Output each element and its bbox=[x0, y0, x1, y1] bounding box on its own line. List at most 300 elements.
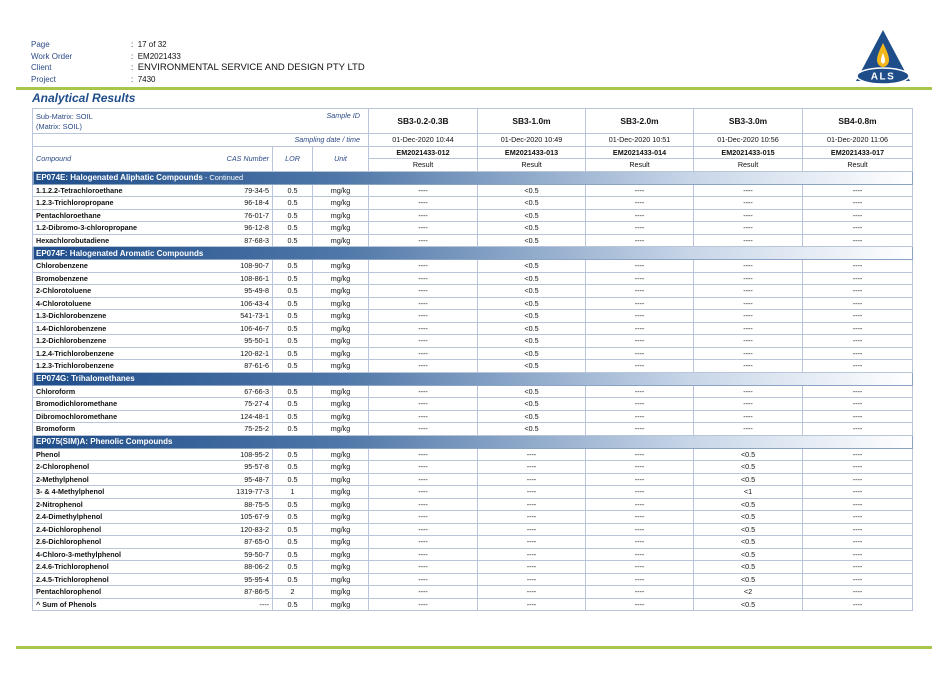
result-value: ---- bbox=[803, 573, 913, 586]
result-value: <2 bbox=[694, 586, 803, 599]
result-value: ---- bbox=[478, 573, 586, 586]
section-title-text: EP075(SIM)A: Phenolic Compounds bbox=[36, 437, 173, 446]
result-value: ---- bbox=[803, 347, 913, 360]
compound-name: 1.2.3-Trichlorobenzene bbox=[33, 360, 223, 373]
result-value: ---- bbox=[586, 347, 694, 360]
result-value: ---- bbox=[369, 272, 478, 285]
sample-id: SB3-3.0m bbox=[694, 109, 803, 134]
result-value: ---- bbox=[694, 209, 803, 222]
section-title bbox=[33, 435, 913, 448]
result-value: ---- bbox=[586, 561, 694, 574]
section-header-row bbox=[33, 372, 913, 385]
lor-value: 0.5 bbox=[273, 473, 313, 486]
table-row bbox=[33, 461, 913, 474]
cas-number: 106-46-7 bbox=[223, 322, 273, 335]
compound-name: 1.4-Dichlorobenzene bbox=[33, 322, 223, 335]
compound-header: Compound bbox=[33, 146, 223, 171]
unit-value: mg/kg bbox=[313, 498, 369, 511]
result-value: ---- bbox=[369, 423, 478, 436]
section-header-row bbox=[33, 171, 913, 184]
compound-name: 2.4-Dimethylphenol bbox=[33, 511, 223, 524]
result-value: ---- bbox=[369, 222, 478, 235]
header-page-row bbox=[31, 39, 365, 51]
table-row bbox=[33, 297, 913, 310]
table-row bbox=[33, 234, 913, 247]
result-value: ---- bbox=[369, 398, 478, 411]
result-value: ---- bbox=[369, 347, 478, 360]
result-value: ---- bbox=[586, 586, 694, 599]
result-label: Result bbox=[803, 159, 913, 172]
lor-value: 0.5 bbox=[273, 398, 313, 411]
cas-number: 541-73-1 bbox=[223, 310, 273, 323]
cas-number: 75-25-2 bbox=[223, 423, 273, 436]
lor-value: 0.5 bbox=[273, 423, 313, 436]
section-note: - Continued bbox=[202, 173, 244, 182]
lor-value: 0.5 bbox=[273, 285, 313, 298]
result-value: ---- bbox=[803, 498, 913, 511]
result-value: ---- bbox=[803, 209, 913, 222]
result-value: <0.5 bbox=[478, 184, 586, 197]
result-label: Result bbox=[478, 159, 586, 172]
result-value: ---- bbox=[803, 222, 913, 235]
sampling-date-label: Sampling date / time bbox=[33, 134, 369, 147]
cas-number: 96-18-4 bbox=[223, 197, 273, 210]
table-row bbox=[33, 473, 913, 486]
compound-name: 2.6-Dichlorophenol bbox=[33, 536, 223, 549]
result-value: ---- bbox=[369, 511, 478, 524]
compound-name: Hexachlorobutadiene bbox=[33, 234, 223, 247]
cas-number: 108-86-1 bbox=[223, 272, 273, 285]
table-row bbox=[33, 347, 913, 360]
cas-number: 124-48-1 bbox=[223, 410, 273, 423]
result-value: <0.5 bbox=[478, 222, 586, 235]
result-value: ---- bbox=[586, 222, 694, 235]
lor-value: 0.5 bbox=[273, 548, 313, 561]
lor-value: 0.5 bbox=[273, 184, 313, 197]
sample-code: EM2021433-013 bbox=[478, 146, 586, 159]
section-title bbox=[33, 171, 913, 184]
section-title-text: EP074F: Halogenated Aromatic Compounds bbox=[36, 248, 204, 258]
result-value: ---- bbox=[369, 197, 478, 210]
result-value: ---- bbox=[803, 410, 913, 423]
result-value: ---- bbox=[803, 398, 913, 411]
compound-name: 2-Methylphenol bbox=[33, 473, 223, 486]
lor-value: 0.5 bbox=[273, 322, 313, 335]
logo-text: ALS bbox=[870, 71, 896, 83]
compound-name: 2-Chlorotoluene bbox=[33, 285, 223, 298]
cas-number: 87-86-5 bbox=[223, 586, 273, 599]
lor-value: 0.5 bbox=[273, 297, 313, 310]
section-title bbox=[33, 247, 913, 260]
lor-value: 0.5 bbox=[273, 260, 313, 273]
compound-name: 2.4.5-Trichlorophenol bbox=[33, 573, 223, 586]
table-row bbox=[33, 310, 913, 323]
section-title-text: EP074G: Trihalomethanes bbox=[36, 374, 135, 383]
result-value: <0.5 bbox=[694, 511, 803, 524]
table-row bbox=[33, 448, 913, 461]
sample-id-label: Sample ID bbox=[326, 111, 360, 120]
result-value: ---- bbox=[803, 272, 913, 285]
table-row bbox=[33, 398, 913, 411]
result-value: ---- bbox=[586, 423, 694, 436]
unit-value: mg/kg bbox=[313, 209, 369, 222]
result-value: ---- bbox=[369, 498, 478, 511]
matrix-cell bbox=[33, 109, 369, 134]
page-number: 17 of 32 bbox=[137, 40, 167, 49]
result-value: ---- bbox=[369, 297, 478, 310]
result-value: ---- bbox=[803, 297, 913, 310]
result-value: ---- bbox=[369, 561, 478, 574]
sampling-date: 01-Dec-2020 10:44 bbox=[369, 134, 478, 147]
lor-value: 1 bbox=[273, 486, 313, 499]
lor-value: 2 bbox=[273, 586, 313, 599]
cas-number: 87-68-3 bbox=[223, 234, 273, 247]
compound-name: ^ Sum of Phenols bbox=[33, 598, 223, 611]
section-header-row bbox=[33, 247, 913, 260]
results-body bbox=[33, 109, 913, 611]
lor-value: 0.5 bbox=[273, 385, 313, 398]
cas-number: ---- bbox=[223, 598, 273, 611]
cas-number: 95-50-1 bbox=[223, 335, 273, 348]
unit-value: mg/kg bbox=[313, 260, 369, 273]
result-value: ---- bbox=[369, 310, 478, 323]
result-value: ---- bbox=[478, 461, 586, 474]
lor-value: 0.5 bbox=[273, 523, 313, 536]
section-header-row bbox=[33, 435, 913, 448]
result-value: ---- bbox=[694, 260, 803, 273]
cas-number: 120-82-1 bbox=[223, 347, 273, 360]
table-row bbox=[33, 222, 913, 235]
result-value: ---- bbox=[369, 523, 478, 536]
table-row bbox=[33, 586, 913, 599]
table-row bbox=[33, 385, 913, 398]
report-header bbox=[31, 39, 365, 85]
result-value: <0.5 bbox=[478, 335, 586, 348]
lor-value: 0.5 bbox=[273, 347, 313, 360]
compound-name: Chloroform bbox=[33, 385, 223, 398]
header-client-row bbox=[31, 62, 365, 74]
result-value: ---- bbox=[586, 461, 694, 474]
result-value: ---- bbox=[694, 322, 803, 335]
cas-number: 95-48-7 bbox=[223, 473, 273, 486]
result-value: ---- bbox=[694, 423, 803, 436]
result-value: <0.5 bbox=[478, 234, 586, 247]
result-value: ---- bbox=[369, 322, 478, 335]
result-value: ---- bbox=[586, 448, 694, 461]
result-value: <0.5 bbox=[478, 398, 586, 411]
result-value: <0.5 bbox=[694, 561, 803, 574]
result-value: <0.5 bbox=[478, 423, 586, 436]
result-value: ---- bbox=[478, 498, 586, 511]
compound-name: 3- & 4-Methylphenol bbox=[33, 486, 223, 499]
sample-id: SB3-0.2-0.3B bbox=[369, 109, 478, 134]
cas-number: 88-75-5 bbox=[223, 498, 273, 511]
unit-value: mg/kg bbox=[313, 310, 369, 323]
cas-number: 87-61-6 bbox=[223, 360, 273, 373]
result-value: ---- bbox=[694, 272, 803, 285]
result-value: <0.5 bbox=[478, 285, 586, 298]
lor-value: 0.5 bbox=[273, 410, 313, 423]
cas-number: 96-12-8 bbox=[223, 222, 273, 235]
compound-name: 2-Chlorophenol bbox=[33, 461, 223, 474]
result-value: ---- bbox=[586, 272, 694, 285]
cas-number: 1319-77-3 bbox=[223, 486, 273, 499]
result-value: <0.5 bbox=[694, 573, 803, 586]
unit-value: mg/kg bbox=[313, 297, 369, 310]
table-row bbox=[33, 536, 913, 549]
result-value: ---- bbox=[694, 297, 803, 310]
result-value: ---- bbox=[586, 511, 694, 524]
result-value: ---- bbox=[803, 197, 913, 210]
result-value: <0.5 bbox=[478, 385, 586, 398]
results-table bbox=[32, 108, 913, 611]
result-value: <0.5 bbox=[694, 598, 803, 611]
lor-value: 0.5 bbox=[273, 234, 313, 247]
section-title bbox=[33, 372, 913, 385]
result-value: ---- bbox=[586, 410, 694, 423]
unit-value: mg/kg bbox=[313, 285, 369, 298]
result-value: ---- bbox=[694, 347, 803, 360]
result-value: ---- bbox=[586, 209, 694, 222]
header-separator: : bbox=[131, 51, 134, 61]
sample-code: EM2021433-015 bbox=[694, 146, 803, 159]
result-value: ---- bbox=[369, 260, 478, 273]
result-value: ---- bbox=[369, 573, 478, 586]
header-divider bbox=[16, 87, 932, 90]
header-project-row bbox=[31, 74, 365, 86]
sampling-date: 01-Dec-2020 10:49 bbox=[478, 134, 586, 147]
result-value: ---- bbox=[803, 486, 913, 499]
lor-value: 0.5 bbox=[273, 310, 313, 323]
lor-value: 0.5 bbox=[273, 222, 313, 235]
result-value: ---- bbox=[694, 385, 803, 398]
result-value: ---- bbox=[586, 498, 694, 511]
result-value: ---- bbox=[803, 360, 913, 373]
result-value: ---- bbox=[369, 473, 478, 486]
cas-number: 75-27-4 bbox=[223, 398, 273, 411]
unit-value: mg/kg bbox=[313, 523, 369, 536]
result-value: <0.5 bbox=[478, 272, 586, 285]
result-value: ---- bbox=[586, 573, 694, 586]
unit-value: mg/kg bbox=[313, 573, 369, 586]
table-row bbox=[33, 598, 913, 611]
unit-value: mg/kg bbox=[313, 184, 369, 197]
cas-number: 88-06-2 bbox=[223, 561, 273, 574]
table-row bbox=[33, 423, 913, 436]
result-value: ---- bbox=[478, 448, 586, 461]
result-value: ---- bbox=[478, 486, 586, 499]
page-title: Analytical Results bbox=[32, 91, 136, 105]
result-value: ---- bbox=[803, 461, 913, 474]
result-value: ---- bbox=[586, 310, 694, 323]
result-value: ---- bbox=[586, 523, 694, 536]
table-row bbox=[33, 197, 913, 210]
result-value: ---- bbox=[694, 410, 803, 423]
lor-header: LOR bbox=[273, 146, 313, 171]
unit-value: mg/kg bbox=[313, 322, 369, 335]
result-value: <0.5 bbox=[478, 209, 586, 222]
lor-value: 0.5 bbox=[273, 209, 313, 222]
header-separator: : bbox=[131, 74, 134, 84]
cas-number: 108-90-7 bbox=[223, 260, 273, 273]
unit-value: mg/kg bbox=[313, 234, 369, 247]
compound-name: 2.4-Dichlorophenol bbox=[33, 523, 223, 536]
cas-number: 106-43-4 bbox=[223, 297, 273, 310]
result-value: ---- bbox=[369, 184, 478, 197]
result-value: ---- bbox=[478, 548, 586, 561]
matrix-label: (Matrix: SOIL) bbox=[36, 121, 82, 131]
result-value: ---- bbox=[803, 548, 913, 561]
result-value: <0.5 bbox=[694, 448, 803, 461]
compound-name: Bromoform bbox=[33, 423, 223, 436]
table-row bbox=[33, 486, 913, 499]
header-separator: : bbox=[131, 40, 134, 49]
result-value: ---- bbox=[369, 285, 478, 298]
lor-value: 0.5 bbox=[273, 272, 313, 285]
result-value: <0.5 bbox=[478, 347, 586, 360]
result-value: ---- bbox=[369, 209, 478, 222]
unit-value: mg/kg bbox=[313, 511, 369, 524]
table-row bbox=[33, 360, 913, 373]
cas-number: 87-65-0 bbox=[223, 536, 273, 549]
table-row bbox=[33, 335, 913, 348]
sample-id: SB3-1.0m bbox=[478, 109, 586, 134]
result-value: <0.5 bbox=[694, 548, 803, 561]
result-value: ---- bbox=[586, 234, 694, 247]
result-value: ---- bbox=[803, 260, 913, 273]
result-value: ---- bbox=[803, 335, 913, 348]
result-value: <0.5 bbox=[694, 473, 803, 486]
lor-value: 0.5 bbox=[273, 498, 313, 511]
compound-name: 2-Nitrophenol bbox=[33, 498, 223, 511]
result-value: ---- bbox=[803, 561, 913, 574]
compound-name: 1.2-Dibromo-3-chloropropane bbox=[33, 222, 223, 235]
result-value: <1 bbox=[694, 486, 803, 499]
lor-value: 0.5 bbox=[273, 448, 313, 461]
sample-id: SB3-2.0m bbox=[586, 109, 694, 134]
lor-value: 0.5 bbox=[273, 461, 313, 474]
result-value: ---- bbox=[694, 234, 803, 247]
result-value: ---- bbox=[694, 184, 803, 197]
lor-value: 0.5 bbox=[273, 197, 313, 210]
table-row bbox=[33, 322, 913, 335]
result-value: ---- bbox=[694, 197, 803, 210]
table-row bbox=[33, 410, 913, 423]
client-label: Client bbox=[31, 63, 52, 72]
result-label: Result bbox=[694, 159, 803, 172]
unit-value: mg/kg bbox=[313, 586, 369, 599]
sampling-date: 01-Dec-2020 10:51 bbox=[586, 134, 694, 147]
result-value: ---- bbox=[586, 335, 694, 348]
lor-value: 0.5 bbox=[273, 561, 313, 574]
result-value: <0.5 bbox=[478, 310, 586, 323]
result-value: ---- bbox=[803, 385, 913, 398]
result-value: ---- bbox=[803, 523, 913, 536]
result-value: ---- bbox=[694, 335, 803, 348]
unit-value: mg/kg bbox=[313, 398, 369, 411]
cas-number: 67-66-3 bbox=[223, 385, 273, 398]
cas-number: 95-49-8 bbox=[223, 285, 273, 298]
result-value: ---- bbox=[478, 523, 586, 536]
result-value: ---- bbox=[803, 310, 913, 323]
result-value: ---- bbox=[478, 511, 586, 524]
result-value: ---- bbox=[478, 561, 586, 574]
result-value: <0.5 bbox=[694, 523, 803, 536]
result-value: ---- bbox=[803, 322, 913, 335]
result-value: ---- bbox=[478, 586, 586, 599]
result-value: ---- bbox=[803, 536, 913, 549]
compound-name: 1.2.3-Trichloropropane bbox=[33, 197, 223, 210]
lor-value: 0.5 bbox=[273, 335, 313, 348]
lor-value: 0.5 bbox=[273, 360, 313, 373]
table-row bbox=[33, 523, 913, 536]
client-value: ENVIRONMENTAL SERVICE AND DESIGN PTY LTD bbox=[137, 62, 365, 73]
result-value: ---- bbox=[369, 360, 478, 373]
result-value: ---- bbox=[694, 360, 803, 373]
unit-value: mg/kg bbox=[313, 222, 369, 235]
result-value: <0.5 bbox=[694, 498, 803, 511]
result-label: Result bbox=[369, 159, 478, 172]
header-work-order-row bbox=[31, 51, 365, 63]
compound-name: Dibromochloromethane bbox=[33, 410, 223, 423]
table-row bbox=[33, 511, 913, 524]
header-separator: : bbox=[131, 63, 134, 72]
unit-value: mg/kg bbox=[313, 410, 369, 423]
sample-code: EM2021433-012 bbox=[369, 146, 478, 159]
result-value: ---- bbox=[369, 548, 478, 561]
compound-name: 1.2-Dichlorobenzene bbox=[33, 335, 223, 348]
cas-number: 59-50-7 bbox=[223, 548, 273, 561]
result-value: ---- bbox=[586, 322, 694, 335]
cas-number: 76-01-7 bbox=[223, 209, 273, 222]
table-row bbox=[33, 285, 913, 298]
compound-name: Pentachloroethane bbox=[33, 209, 223, 222]
compound-name: 1.2.4-Trichlorobenzene bbox=[33, 347, 223, 360]
lor-value: 0.5 bbox=[273, 536, 313, 549]
compound-name: 2.4.6-Trichlorophenol bbox=[33, 561, 223, 574]
sub-matrix-label: Sub-Matrix: SOIL bbox=[36, 112, 93, 121]
unit-value: mg/kg bbox=[313, 360, 369, 373]
work-order-value: EM2021433 bbox=[137, 51, 181, 61]
result-value: ---- bbox=[369, 486, 478, 499]
cas-number: 95-57-8 bbox=[223, 461, 273, 474]
cas-number: 95-95-4 bbox=[223, 573, 273, 586]
result-value: ---- bbox=[586, 297, 694, 310]
result-value: ---- bbox=[586, 285, 694, 298]
compound-name: Bromobenzene bbox=[33, 272, 223, 285]
table-row bbox=[33, 498, 913, 511]
result-value: ---- bbox=[369, 448, 478, 461]
cas-header: CAS Number bbox=[223, 146, 273, 171]
table-row bbox=[33, 548, 913, 561]
result-value: ---- bbox=[694, 285, 803, 298]
page-label: Page bbox=[31, 40, 50, 49]
result-value: <0.5 bbox=[478, 197, 586, 210]
column-header-row bbox=[33, 146, 913, 159]
unit-value: mg/kg bbox=[313, 473, 369, 486]
compound-name: Bromodichloromethane bbox=[33, 398, 223, 411]
compound-name: Pentachlorophenol bbox=[33, 586, 223, 599]
compound-name: 1.3-Dichlorobenzene bbox=[33, 310, 223, 323]
unit-value: mg/kg bbox=[313, 448, 369, 461]
cas-number: 108-95-2 bbox=[223, 448, 273, 461]
result-value: ---- bbox=[586, 260, 694, 273]
result-value: ---- bbox=[694, 310, 803, 323]
unit-value: mg/kg bbox=[313, 536, 369, 549]
table-row bbox=[33, 272, 913, 285]
table-row bbox=[33, 561, 913, 574]
result-value: ---- bbox=[803, 285, 913, 298]
